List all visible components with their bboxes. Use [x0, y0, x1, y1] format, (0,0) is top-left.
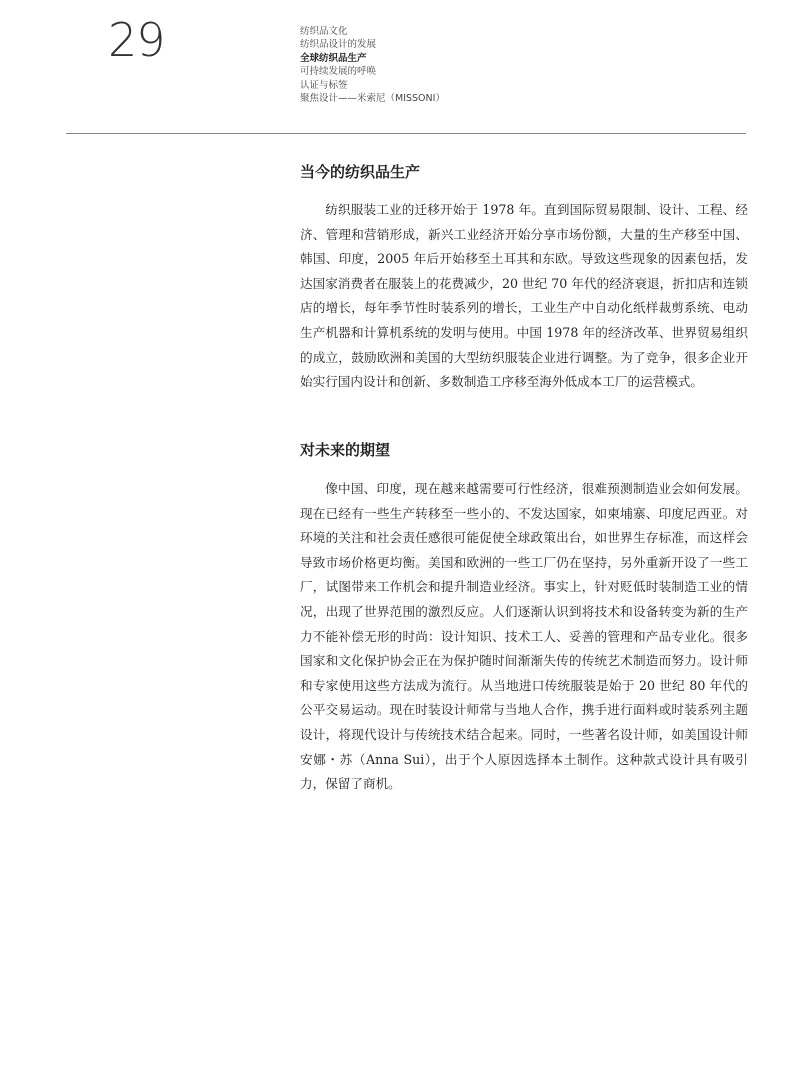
section-body-today-production: 纺织服装工业的迁移开始于 1978 年。直到国际贸易限制、设计、工程、经济、管理和营销形成，新兴工业经济开始分享市场份额，大量的生产移至中国、韩国、印度，2005 年后开始移至土耳其和东欧。导致这些现象的因素包括，发达国家消费者在服装上的花费减少，20 世纪 70 年代的经济衰退，折扣店和连锁店的增长，每年季节性时装系列的增长，工业生产中自动化纸样裁剪系统、电动生产机器和计算机系统的发明与使用。中国 1978 年的经济改革、世界贸易组织的成立，鼓励欧洲和美国的大型纺织服装企业进行调整。为了竞争，很多企业开始实行国内设计和创新、多数制造工序移至海外低成本工厂的运营模式。 [300, 202, 748, 390]
nav-item-textile-culture[interactable]: 纺织品文化 [300, 26, 348, 37]
nav-item-sustainability[interactable]: 可持续发展的呼唤 [300, 66, 377, 78]
page-number: 29 [108, 13, 165, 67]
nav-item-focus-missoni[interactable]: 聚焦设计——米索尼（MISSONI） [300, 93, 445, 105]
nav-item-certification-labels[interactable]: 认证与标签 [300, 79, 348, 91]
chapter-navigation [300, 25, 445, 105]
section-title-future-expectations: 对未来的期望 [300, 441, 391, 460]
nav-item-textile-design-development[interactable]: 纺织品设计的发展 [300, 39, 377, 51]
section-body-future-expectations: 像中国、印度，现在越来越需要可行性经济，很难预测制造业会如何发展。现在已经有一些生产转移至一些小的、不发达国家，如柬埔寨、印度尼西亚。对环境的关注和社会责任感很可能促使全球政策出台，如世界生存标准，而这样会导致市场价格更均衡。美国和欧洲的一些工厂仍在坚持，另外重新开设了一些工厂，试图带来工作机会和提升制造业经济。事实上，针对贬低时装制造工业的情况，出现了世界范围的激烈反应。人们逐渐认识到将技术和设备转变为新的生产力不能补偿无形的时尚：设计知识、技术工人、妥善的管理和产品专业化。很多国家和文化保护协会正在为保护随时间渐渐失传的传统艺术制造而努力。设计师和专家使用这些方法成为流行。从当地进口传统服装是始于 20 世纪 80 年代的公平交易运动。现在时装设计师常与当地人合作，携手进行面料或时装系列主题设计，将现代设计与传统技术结合起来。同时，一些著名设计师，如美国设计师安娜・苏（Anna Sui），出于个人原因选择本土制作。这种款式设计具有吸引力，保留了商机。 [300, 481, 748, 792]
header-divider [66, 133, 746, 134]
nav-item-global-textile-production[interactable]: 全球纺织品生产 [300, 52, 367, 64]
section-title-today-production: 当今的纺织品生产 [300, 163, 421, 182]
